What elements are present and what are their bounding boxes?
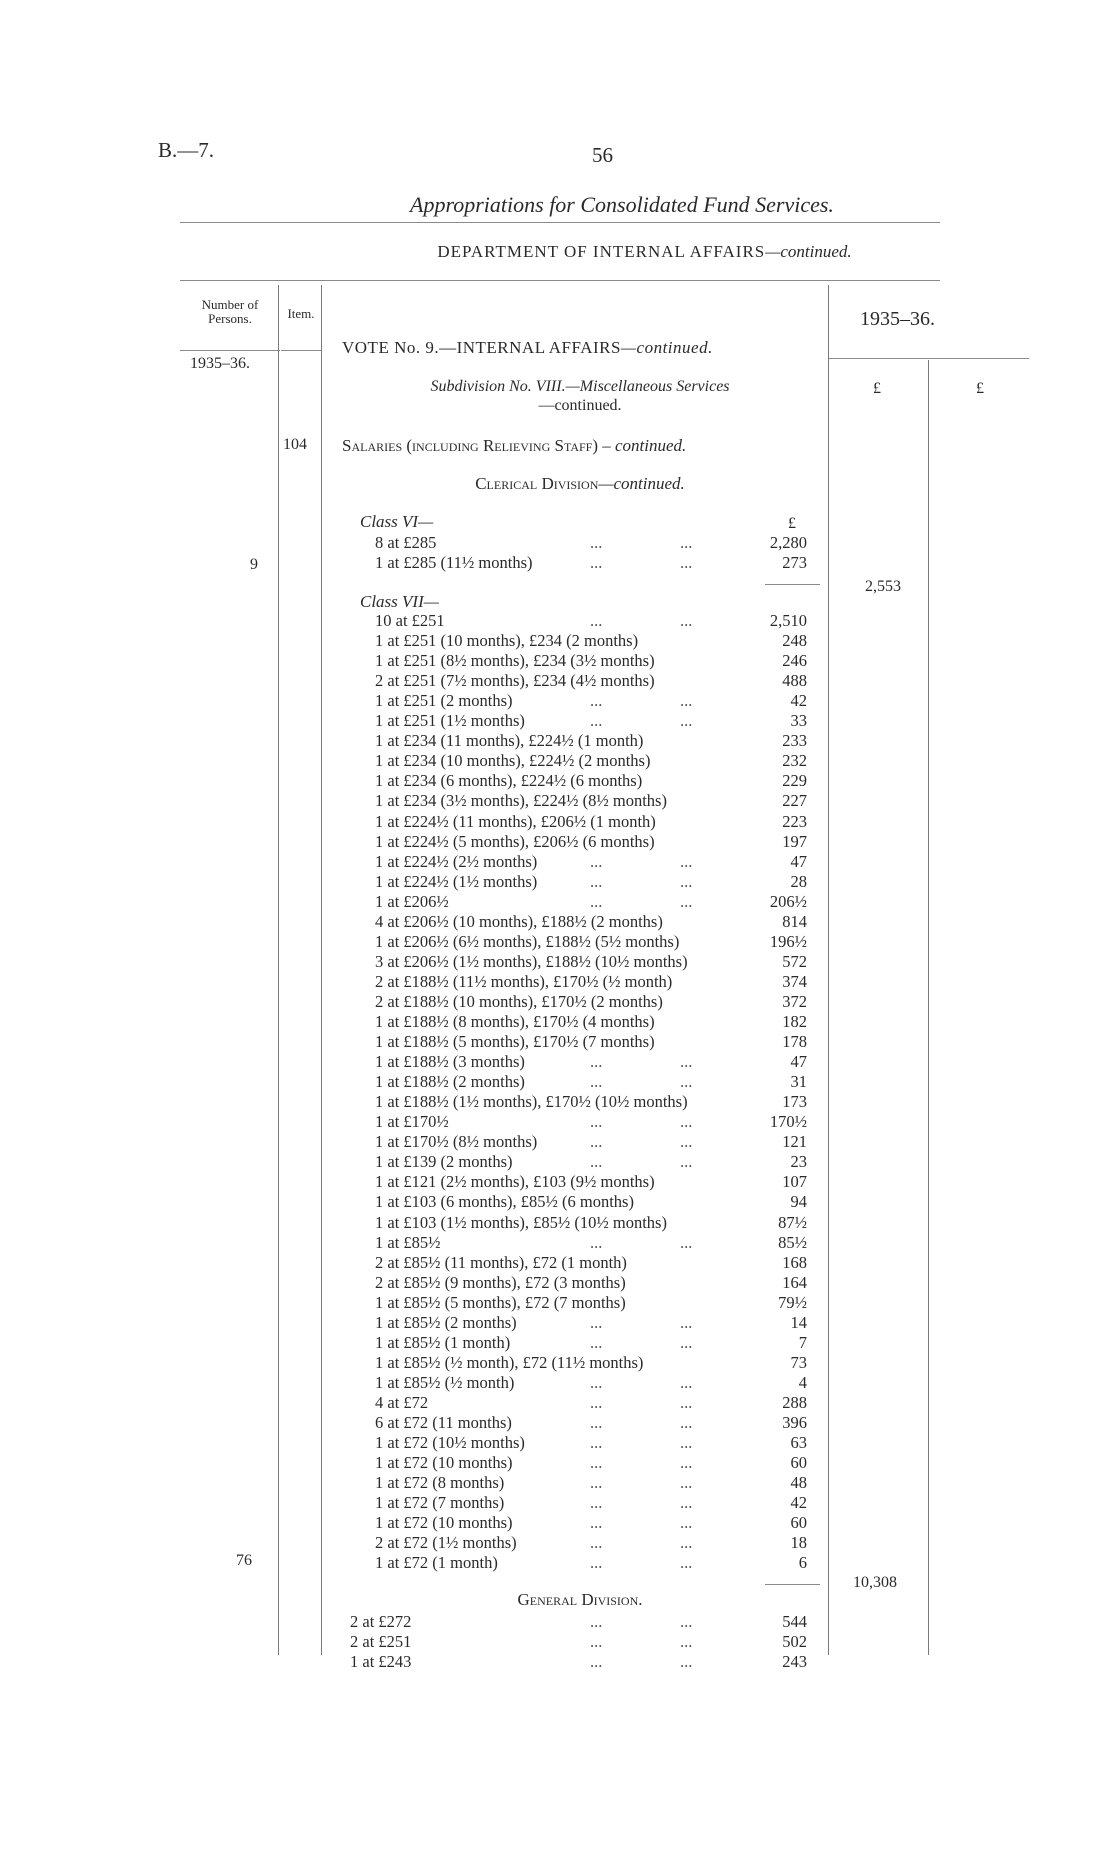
leader-dots-1: ... <box>590 871 603 891</box>
leader-dots-2: ... <box>680 533 693 552</box>
ledger-row-label: 2 at £251 <box>350 1632 412 1651</box>
ledger-row <box>0 872 1114 892</box>
leader-dots-1: ... <box>590 1453 603 1473</box>
ledger-row <box>0 1012 1114 1032</box>
leader-dots-2: ... <box>680 891 693 911</box>
class-vii-subtotal-rule <box>765 1584 820 1585</box>
page-title: Appropriations for Consolidated Fund Services. <box>410 192 834 217</box>
ledger-row-amount: 14 <box>790 1312 807 1332</box>
ledger-row-amount: 248 <box>782 631 807 651</box>
ledger-row-amount: 273 <box>782 552 807 572</box>
ledger-row-label: 1 at £72 (1 month) <box>375 1553 498 1573</box>
leader-dots-1: ... <box>590 1232 603 1252</box>
ledger-row-amount: 85½ <box>778 1232 807 1252</box>
ledger-row-amount: 42 <box>790 1493 807 1513</box>
ledger-row-amount: 31 <box>790 1072 807 1092</box>
ledger-row <box>0 1313 1114 1333</box>
leader-dots-1: ... <box>590 1553 603 1573</box>
ledger-row <box>0 1652 1114 1672</box>
leader-dots-1: ... <box>590 1473 603 1493</box>
ledger-row-label: 1 at £243 <box>350 1652 412 1671</box>
leader-dots-1: ... <box>590 1513 603 1533</box>
ledger-row-amount: 229 <box>782 771 807 791</box>
ledger-row-amount: 227 <box>782 791 807 811</box>
ledger-row <box>0 691 1114 711</box>
ledger-row <box>0 533 1114 553</box>
leader-dots-2: ... <box>680 1072 693 1092</box>
ledger-row-label: 10 at £251 <box>375 611 445 630</box>
vote-title: VOTE No. 9.—INTERNAL AFFAIRS <box>342 338 621 357</box>
leader-dots-1: ... <box>590 711 603 731</box>
ledger-row <box>0 812 1114 832</box>
ledger-row <box>0 1473 1114 1493</box>
ledger-row <box>0 1092 1114 1112</box>
ledger-row-label: 1 at £188½ (5 months), £170½ (7 months) <box>375 1032 655 1052</box>
leader-dots-2: ... <box>680 1413 693 1432</box>
ledger-row <box>0 912 1114 932</box>
ledger-row-label: 2 at £251 (7½ months), £234 (4½ months) <box>375 671 655 691</box>
leader-dots-1: ... <box>590 1632 603 1651</box>
ledger-row-label: 4 at £72 <box>375 1392 429 1412</box>
ledger-row-label: 1 at £234 (10 months), £224½ (2 months) <box>375 751 651 771</box>
ledger-row-amount: 502 <box>782 1632 807 1651</box>
ledger-row <box>0 1393 1114 1413</box>
salaries-suffix: – continued. <box>598 436 687 455</box>
ledger-row-amount: 544 <box>782 1612 807 1631</box>
leader-dots-1: ... <box>590 1413 603 1432</box>
ledger-row <box>0 1052 1114 1072</box>
ledger-row-amount: 47 <box>790 851 807 871</box>
ledger-row-amount: 73 <box>790 1352 807 1372</box>
ledger-row-amount: 246 <box>782 651 807 671</box>
ledger-row <box>0 553 1114 573</box>
leader-dots-1: ... <box>590 1052 603 1072</box>
table-top-rule <box>180 280 940 281</box>
ledger-row <box>0 611 1114 631</box>
ledger-row-amount: 196½ <box>769 931 807 951</box>
ledger-row-amount: 47 <box>790 1052 807 1072</box>
ledger-row <box>0 1273 1114 1293</box>
ledger-row-label: 1 at £251 (10 months), £234 (2 months) <box>375 631 639 651</box>
item-number: 104 <box>283 436 307 453</box>
ledger-row-label: 1 at £251 (1½ months) <box>375 711 525 731</box>
leader-dots-2: ... <box>680 1052 693 1072</box>
leader-dots-1: ... <box>590 1312 603 1332</box>
ledger-row-amount: 33 <box>790 711 807 731</box>
ledger-row-label: 1 at £85½ (5 months), £72 (7 months) <box>375 1292 626 1312</box>
ledger-row <box>0 671 1114 691</box>
ledger-row-amount: 60 <box>790 1453 807 1473</box>
ledger-row-amount: 488 <box>782 671 807 691</box>
class-vi-label: Class VI— <box>360 512 434 531</box>
ledger-row-label: 1 at £85½ (1 month) <box>375 1332 511 1352</box>
ledger-row <box>0 1632 1114 1652</box>
class-vii-total: 10,308 <box>853 1574 897 1591</box>
leader-dots-2: ... <box>680 1372 693 1392</box>
ledger-row-amount: 243 <box>782 1652 807 1671</box>
ledger-row-label: 1 at £251 (8½ months), £234 (3½ months) <box>375 651 655 671</box>
leader-dots-1: ... <box>590 533 603 552</box>
ledger-row-amount: 288 <box>782 1392 807 1412</box>
ledger-row <box>0 1293 1114 1313</box>
ledger-row-label: 1 at £121 (2½ months), £103 (9½ months) <box>375 1172 655 1192</box>
leader-dots-1: ... <box>590 552 603 572</box>
ledger-row-label: 1 at £170½ <box>375 1112 449 1132</box>
item-header-rule <box>281 350 321 351</box>
general-division-heading: General Division. <box>517 1590 643 1609</box>
leader-dots-2: ... <box>680 1473 693 1493</box>
leader-dots-2: ... <box>680 1312 693 1332</box>
ledger-row-label: 1 at £85½ <box>375 1232 441 1252</box>
clerical-label: Clerical Division <box>475 474 599 493</box>
leader-dots-2: ... <box>680 1493 693 1513</box>
leader-dots-1: ... <box>590 1072 603 1092</box>
number-of-persons-header: Number of Persons. <box>201 297 259 326</box>
ledger-row <box>0 1233 1114 1253</box>
ledger-row-amount: 63 <box>790 1433 807 1453</box>
leader-dots-2: ... <box>680 1652 693 1671</box>
page-number: 56 <box>592 143 613 167</box>
ledger-row-amount: 42 <box>790 691 807 711</box>
ledger-row <box>0 1213 1114 1233</box>
ledger-row-label: 1 at £103 (6 months), £85½ (6 months) <box>375 1192 634 1212</box>
ledger-row-amount: 2,280 <box>769 533 807 552</box>
ledger-row <box>0 1413 1114 1433</box>
leader-dots-2: ... <box>680 1453 693 1473</box>
leader-dots-1: ... <box>590 1493 603 1513</box>
ledger-row-amount: 6 <box>798 1553 807 1573</box>
year-header-right: 1935–36. <box>860 308 935 330</box>
leader-dots-1: ... <box>590 1332 603 1352</box>
subdivision-heading: Subdivision No. VIII.—Miscellaneous Services <box>430 378 730 395</box>
ledger-row <box>0 952 1114 972</box>
leader-dots-1: ... <box>590 1533 603 1553</box>
ledger-row <box>0 1353 1114 1373</box>
ledger-row-label: 1 at £72 (7 months) <box>375 1493 505 1513</box>
ledger-row-amount: 79½ <box>778 1292 807 1312</box>
ledger-row <box>0 771 1114 791</box>
ledger-row-label: 2 at £188½ (11½ months), £170½ (½ month) <box>375 971 673 991</box>
ledger-row-amount: 814 <box>782 911 807 931</box>
class-vi-total: 2,553 <box>865 578 901 595</box>
ledger-row <box>0 1112 1114 1132</box>
ledger-row <box>0 1333 1114 1353</box>
ledger-row-label: 1 at £72 (10 months) <box>375 1453 513 1473</box>
ledger-row-label: 1 at £206½ <box>375 891 449 911</box>
ledger-row-amount: 94 <box>790 1192 807 1212</box>
leader-dots-1: ... <box>590 1612 603 1631</box>
leader-dots-1: ... <box>590 1392 603 1412</box>
ledger-row <box>0 972 1114 992</box>
ledger-row-label: 2 at £188½ (10 months), £170½ (2 months) <box>375 991 663 1011</box>
year-header-rule <box>829 358 1029 359</box>
ledger-row-amount: 396 <box>782 1413 807 1432</box>
ledger-row-label: 1 at £234 (6 months), £224½ (6 months) <box>375 771 643 791</box>
ledger-row-amount: 23 <box>790 1152 807 1172</box>
ledger-row-label: 1 at £85½ (½ month) <box>375 1372 515 1392</box>
ledger-row-label: 1 at £188½ (8 months), £170½ (4 months) <box>375 1012 655 1031</box>
leader-dots-2: ... <box>680 711 693 731</box>
pound-sign-col1: £ <box>873 380 881 397</box>
ledger-row-label: 1 at £72 (10½ months) <box>375 1433 525 1453</box>
ledger-row-label: 2 at £85½ (9 months), £72 (3 months) <box>375 1272 626 1292</box>
class-vi-pound-sign: £ <box>788 515 796 532</box>
ledger-row-amount: 182 <box>782 1012 807 1031</box>
ledger-row <box>0 751 1114 771</box>
leader-dots-2: ... <box>680 1152 693 1172</box>
leader-dots-2: ... <box>680 1553 693 1573</box>
ledger-row <box>0 1533 1114 1553</box>
ledger-row-amount: 233 <box>782 731 807 751</box>
ledger-row-label: 1 at £224½ (11 months), £206½ (1 month) <box>375 811 656 831</box>
ledger-row-amount: 18 <box>790 1533 807 1553</box>
ledger-row <box>0 631 1114 651</box>
pound-sign-col2: £ <box>976 380 984 397</box>
leader-dots-2: ... <box>680 611 693 630</box>
ledger-row <box>0 651 1114 671</box>
ledger-row-label: 1 at £188½ (2 months) <box>375 1072 525 1092</box>
ledger-row-label: 1 at £72 (10 months) <box>375 1513 513 1533</box>
ledger-row-label: 2 at £72 (1½ months) <box>375 1533 517 1553</box>
ledger-row-label: 1 at £224½ (5 months), £206½ (6 months) <box>375 831 655 851</box>
leader-dots-1: ... <box>590 1132 603 1152</box>
vote-heading <box>342 338 713 358</box>
ledger-row-label: 1 at £206½ (6½ months), £188½ (5½ months) <box>375 931 680 951</box>
leader-dots-2: ... <box>680 691 693 711</box>
leader-dots-2: ... <box>680 1513 693 1533</box>
class-vi-persons: 9 <box>250 556 258 573</box>
ledger-row-amount: 164 <box>782 1272 807 1292</box>
ledger-row-amount: 2,510 <box>769 611 807 630</box>
leader-dots-2: ... <box>680 1112 693 1132</box>
class-vii-label: Class VII— <box>360 592 439 611</box>
ledger-row-amount: 197 <box>782 831 807 851</box>
ledger-row-amount: 170½ <box>769 1112 807 1132</box>
leader-dots-2: ... <box>680 851 693 871</box>
leader-dots-2: ... <box>680 1612 693 1631</box>
ledger-row-label: 1 at £103 (1½ months), £85½ (10½ months) <box>375 1212 667 1232</box>
leader-dots-1: ... <box>590 1652 603 1671</box>
ledger-row-amount: 168 <box>782 1252 807 1272</box>
ledger-row-label: 1 at £85½ (2 months) <box>375 1312 517 1332</box>
leader-dots-2: ... <box>680 1433 693 1453</box>
ledger-row-amount: 7 <box>798 1332 807 1352</box>
ledger-row-label: 1 at £188½ (1½ months), £170½ (10½ months) <box>375 1092 688 1112</box>
salaries-label: Salaries (including Relieving Staff) <box>342 436 599 455</box>
item-header: Item. <box>287 306 315 321</box>
ledger-row <box>0 711 1114 731</box>
ledger-row <box>0 1373 1114 1393</box>
ledger-row-amount: 223 <box>782 811 807 831</box>
ledger-row-label: 1 at £188½ (3 months) <box>375 1052 525 1072</box>
leader-dots-2: ... <box>680 1232 693 1252</box>
ledger-row <box>0 1493 1114 1513</box>
leader-dots-1: ... <box>590 1433 603 1453</box>
vote-title-suffix: —continued. <box>620 338 713 357</box>
clerical-division-heading <box>340 474 820 494</box>
leader-dots-2: ... <box>680 871 693 891</box>
ledger-row-label: 1 at £85½ (½ month), £72 (11½ months) <box>375 1352 644 1372</box>
leader-dots-1: ... <box>590 851 603 871</box>
department-heading <box>0 242 1114 262</box>
ledger-row-amount: 28 <box>790 871 807 891</box>
document-code: B.—7. <box>158 138 215 162</box>
ledger-row <box>0 1433 1114 1453</box>
leader-dots-2: ... <box>680 1632 693 1651</box>
ledger-row-label: 8 at £285 <box>375 533 437 552</box>
ledger-row-amount: 4 <box>798 1372 807 1392</box>
leader-dots-2: ... <box>680 1132 693 1152</box>
ledger-row-label: 1 at £224½ (2½ months) <box>375 851 538 871</box>
class-vii-persons: 76 <box>236 1552 252 1569</box>
ledger-row <box>0 1253 1114 1273</box>
ledger-row-amount: 374 <box>782 971 807 991</box>
ledger-row-label: 2 at £85½ (11 months), £72 (1 month) <box>375 1252 627 1272</box>
ledger-row-amount: 60 <box>790 1513 807 1533</box>
ledger-row-label: 1 at £234 (3½ months), £224½ (8½ months) <box>375 791 667 811</box>
ledger-row-amount: 173 <box>782 1092 807 1112</box>
ledger-row <box>0 852 1114 872</box>
leader-dots-1: ... <box>590 891 603 911</box>
leader-dots-1: ... <box>590 611 603 630</box>
ledger-row <box>0 1612 1114 1632</box>
ledger-row <box>0 832 1114 852</box>
ledger-row <box>0 932 1114 952</box>
ledger-row <box>0 1192 1114 1212</box>
ledger-row-label: 1 at £251 (2 months) <box>375 691 513 711</box>
ledger-row <box>0 1553 1114 1573</box>
leader-dots-1: ... <box>590 1372 603 1392</box>
ledger-row <box>0 791 1114 811</box>
ledger-row-label: 2 at £272 <box>350 1612 412 1631</box>
ledger-row <box>0 1453 1114 1473</box>
ledger-row-label: 1 at £285 (11½ months) <box>375 552 533 572</box>
ledger-row-amount: 48 <box>790 1473 807 1493</box>
department-name: DEPARTMENT OF INTERNAL AFFAIRS <box>437 242 766 261</box>
ledger-row-label: 1 at £72 (8 months) <box>375 1473 505 1493</box>
ledger-row <box>0 1072 1114 1092</box>
ledger-row <box>0 731 1114 751</box>
ledger-row <box>0 1513 1114 1533</box>
leader-dots-1: ... <box>590 691 603 711</box>
leader-dots-2: ... <box>680 1533 693 1553</box>
ledger-row-label: 4 at £206½ (10 months), £188½ (2 months) <box>375 911 663 931</box>
ledger-row-label: 1 at £224½ (1½ months) <box>375 871 538 891</box>
ledger-row-label: 3 at £206½ (1½ months), £188½ (10½ months) <box>375 951 688 971</box>
persons-header-rule <box>180 350 280 351</box>
ledger-row <box>0 1132 1114 1152</box>
leader-dots-1: ... <box>590 1152 603 1172</box>
leader-dots-1: ... <box>590 1112 603 1132</box>
title-rule <box>180 222 940 223</box>
subdivision-continued: —continued. <box>538 397 622 414</box>
ledger-row <box>0 1152 1114 1172</box>
department-suffix: —continued. <box>765 242 852 261</box>
year-header-left: 1935–36. <box>190 355 250 372</box>
ledger-row <box>0 1032 1114 1052</box>
ledger-row-label: 1 at £139 (2 months) <box>375 1152 513 1172</box>
ledger-row-label: 1 at £234 (11 months), £224½ (1 month) <box>375 731 644 751</box>
ledger-row-label: 6 at £72 (11 months) <box>375 1413 512 1432</box>
class-vi-subtotal-rule <box>765 584 820 585</box>
ledger-row-amount: 121 <box>782 1132 807 1152</box>
leader-dots-2: ... <box>680 1332 693 1352</box>
clerical-suffix: —continued. <box>598 474 685 493</box>
salaries-heading <box>342 436 686 456</box>
ledger-row-amount: 232 <box>782 751 807 771</box>
leader-dots-2: ... <box>680 552 693 572</box>
ledger-row <box>0 1172 1114 1192</box>
ledger-row-amount: 107 <box>782 1172 807 1192</box>
ledger-row <box>0 892 1114 912</box>
ledger-row-amount: 178 <box>782 1032 807 1052</box>
leader-dots-2: ... <box>680 1392 693 1412</box>
ledger-row-label: 1 at £170½ (8½ months) <box>375 1132 538 1152</box>
ledger-row-amount: 372 <box>782 991 807 1011</box>
ledger-row-amount: 572 <box>782 951 807 971</box>
ledger-row <box>0 992 1114 1012</box>
ledger-row-amount: 206½ <box>769 891 807 911</box>
ledger-row-amount: 87½ <box>778 1212 807 1232</box>
